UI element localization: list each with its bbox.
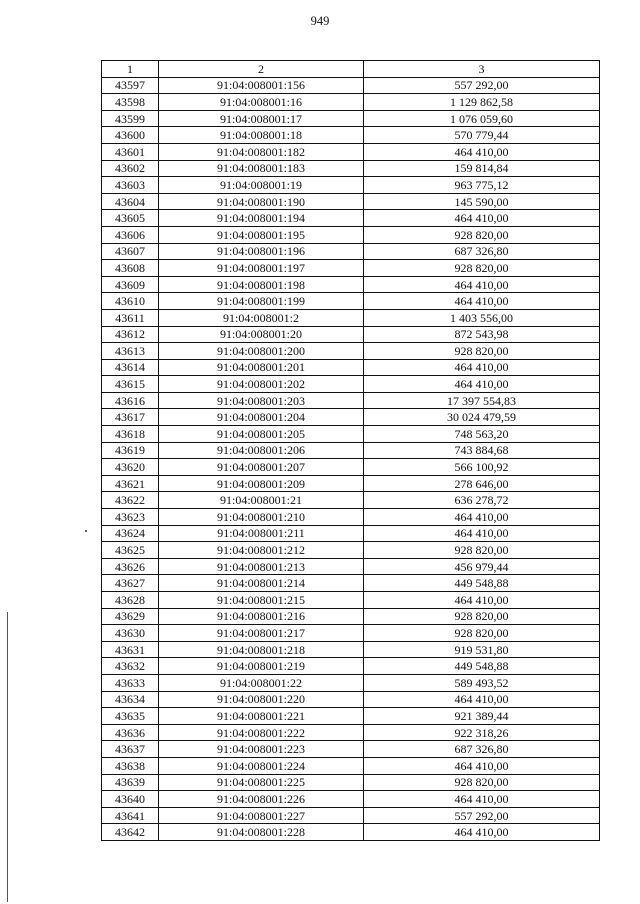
cadastral-id-cell: 91:04:008001:221 — [159, 708, 364, 725]
row-number-cell: 43616 — [102, 392, 159, 409]
table-row — [102, 210, 600, 227]
row-number-cell: 43640 — [102, 791, 159, 808]
value-cell: 922 318,26 — [364, 724, 600, 741]
cadastral-id-cell: 91:04:008001:216 — [159, 608, 364, 625]
table-row — [102, 757, 600, 774]
row-number-cell: 43597 — [102, 77, 159, 94]
value-cell: 557 292,00 — [364, 77, 600, 94]
cadastral-id-cell: 91:04:008001:227 — [159, 807, 364, 824]
value-cell: 743 884,68 — [364, 442, 600, 459]
table-row — [102, 509, 600, 526]
value-cell: 449 548,88 — [364, 658, 600, 675]
value-cell: 464 410,00 — [364, 757, 600, 774]
cadastral-id-cell: 91:04:008001:198 — [159, 276, 364, 293]
table-row — [102, 691, 600, 708]
cadastral-id-cell: 91:04:008001:200 — [159, 343, 364, 360]
row-number-cell: 43620 — [102, 459, 159, 476]
value-cell: 464 410,00 — [364, 509, 600, 526]
cadastral-id-cell: 91:04:008001:195 — [159, 226, 364, 243]
value-cell: 557 292,00 — [364, 807, 600, 824]
cadastral-id-cell: 91:04:008001:203 — [159, 392, 364, 409]
row-number-cell: 43609 — [102, 276, 159, 293]
row-number-cell: 43608 — [102, 260, 159, 277]
column-header-value: 3 — [364, 61, 600, 78]
row-number-cell: 43639 — [102, 774, 159, 791]
cadastral-id-cell: 91:04:008001:16 — [159, 94, 364, 111]
table-row — [102, 741, 600, 758]
table-row — [102, 724, 600, 741]
cadastral-id-cell: 91:04:008001:213 — [159, 558, 364, 575]
value-cell: 636 278,72 — [364, 492, 600, 509]
table-row — [102, 309, 600, 326]
cadastral-id-cell: 91:04:008001:212 — [159, 542, 364, 559]
table-row — [102, 359, 600, 376]
table-row — [102, 475, 600, 492]
row-number-cell: 43635 — [102, 708, 159, 725]
value-cell: 928 820,00 — [364, 542, 600, 559]
cadastral-id-cell: 91:04:008001:17 — [159, 110, 364, 127]
value-cell: 464 410,00 — [364, 791, 600, 808]
row-number-cell: 43633 — [102, 674, 159, 691]
table-row — [102, 625, 600, 642]
row-number-cell: 43619 — [102, 442, 159, 459]
row-number-cell: 43615 — [102, 376, 159, 393]
table-row — [102, 77, 600, 94]
cadastral-id-cell: 91:04:008001:224 — [159, 757, 364, 774]
column-header-cadastral-id: 2 — [159, 61, 364, 78]
row-number-cell: 43628 — [102, 592, 159, 609]
cadastral-id-cell: 91:04:008001:201 — [159, 359, 364, 376]
value-cell: 919 531,80 — [364, 641, 600, 658]
value-cell: 589 493,52 — [364, 674, 600, 691]
table-row — [102, 160, 600, 177]
row-number-cell: 43627 — [102, 575, 159, 592]
value-cell: 464 410,00 — [364, 376, 600, 393]
cadastral-id-cell: 91:04:008001:214 — [159, 575, 364, 592]
cadastral-id-cell: 91:04:008001:206 — [159, 442, 364, 459]
table-row — [102, 343, 600, 360]
row-number-cell: 43598 — [102, 94, 159, 111]
row-number-cell: 43621 — [102, 475, 159, 492]
value-cell: 748 563,20 — [364, 426, 600, 443]
cadastral-id-cell: 91:04:008001:225 — [159, 774, 364, 791]
cadastral-id-cell: 91:04:008001:20 — [159, 326, 364, 343]
cadastral-id-cell: 91:04:008001:211 — [159, 525, 364, 542]
cadastral-id-cell: 91:04:008001:223 — [159, 741, 364, 758]
row-number-cell: 43603 — [102, 177, 159, 194]
row-number-cell: 43605 — [102, 210, 159, 227]
row-number-cell: 43610 — [102, 293, 159, 310]
table-row — [102, 426, 600, 443]
value-cell: 449 548,88 — [364, 575, 600, 592]
value-cell: 30 024 479,59 — [364, 409, 600, 426]
table-row — [102, 442, 600, 459]
value-cell: 464 410,00 — [364, 592, 600, 609]
value-cell: 1 129 862,58 — [364, 94, 600, 111]
cadastral-id-cell: 91:04:008001:196 — [159, 243, 364, 260]
table-row — [102, 459, 600, 476]
table-row — [102, 791, 600, 808]
table-row — [102, 392, 600, 409]
row-number-cell: 43629 — [102, 608, 159, 625]
cadastral-id-cell: 91:04:008001:183 — [159, 160, 364, 177]
cadastral-id-cell: 91:04:008001:217 — [159, 625, 364, 642]
row-number-cell: 43602 — [102, 160, 159, 177]
value-cell: 464 410,00 — [364, 276, 600, 293]
table-row — [102, 293, 600, 310]
row-number-cell: 43626 — [102, 558, 159, 575]
value-cell: 464 410,00 — [364, 143, 600, 160]
value-cell: 928 820,00 — [364, 226, 600, 243]
value-cell: 456 979,44 — [364, 558, 600, 575]
cadastral-id-cell: 91:04:008001:204 — [159, 409, 364, 426]
row-number-cell: 43614 — [102, 359, 159, 376]
table-body — [102, 77, 600, 840]
cadastral-id-cell: 91:04:008001:2 — [159, 309, 364, 326]
cadastral-id-cell: 91:04:008001:226 — [159, 791, 364, 808]
row-number-cell: 43606 — [102, 226, 159, 243]
column-header-number: 1 — [102, 61, 159, 78]
value-cell: 1 076 059,60 — [364, 110, 600, 127]
row-number-cell: 43607 — [102, 243, 159, 260]
value-cell: 963 775,12 — [364, 177, 600, 194]
row-number-cell: 43604 — [102, 193, 159, 210]
value-cell: 145 590,00 — [364, 193, 600, 210]
row-number-cell: 43641 — [102, 807, 159, 824]
value-cell: 928 820,00 — [364, 774, 600, 791]
table-row — [102, 276, 600, 293]
value-cell: 687 326,80 — [364, 741, 600, 758]
table-row — [102, 193, 600, 210]
table-row — [102, 575, 600, 592]
table-row — [102, 542, 600, 559]
table-row — [102, 658, 600, 675]
value-cell: 687 326,80 — [364, 243, 600, 260]
row-number-cell: 43623 — [102, 509, 159, 526]
cadastral-id-cell: 91:04:008001:220 — [159, 691, 364, 708]
row-number-cell: 43638 — [102, 757, 159, 774]
row-number-cell: 43637 — [102, 741, 159, 758]
table-row — [102, 558, 600, 575]
margin-line — [7, 612, 8, 902]
table-row — [102, 525, 600, 542]
row-number-cell: 43636 — [102, 724, 159, 741]
cadastral-id-cell: 91:04:008001:19 — [159, 177, 364, 194]
table-row — [102, 409, 600, 426]
value-cell: 464 410,00 — [364, 691, 600, 708]
cadastral-id-cell: 91:04:008001:228 — [159, 824, 364, 841]
cadastral-id-cell: 91:04:008001:205 — [159, 426, 364, 443]
table-row — [102, 177, 600, 194]
value-cell: 928 820,00 — [364, 608, 600, 625]
cadastral-id-cell: 91:04:008001:210 — [159, 509, 364, 526]
cadastral-id-cell: 91:04:008001:209 — [159, 475, 364, 492]
row-number-cell: 43618 — [102, 426, 159, 443]
cadastral-id-cell: 91:04:008001:156 — [159, 77, 364, 94]
scan-speck — [85, 530, 87, 532]
value-cell: 278 646,00 — [364, 475, 600, 492]
row-number-cell: 43632 — [102, 658, 159, 675]
table-row — [102, 326, 600, 343]
value-cell: 570 779,44 — [364, 127, 600, 144]
value-cell: 464 410,00 — [364, 824, 600, 841]
row-number-cell: 43634 — [102, 691, 159, 708]
value-cell: 928 820,00 — [364, 625, 600, 642]
row-number-cell: 43642 — [102, 824, 159, 841]
table-row — [102, 226, 600, 243]
row-number-cell: 43599 — [102, 110, 159, 127]
table-row — [102, 376, 600, 393]
row-number-cell: 43613 — [102, 343, 159, 360]
table-row — [102, 260, 600, 277]
cadastral-id-cell: 91:04:008001:218 — [159, 641, 364, 658]
table-row — [102, 492, 600, 509]
value-cell: 1 403 556,00 — [364, 309, 600, 326]
row-number-cell: 43612 — [102, 326, 159, 343]
value-cell: 464 410,00 — [364, 359, 600, 376]
row-number-cell: 43617 — [102, 409, 159, 426]
table-row — [102, 824, 600, 841]
value-cell: 159 814,84 — [364, 160, 600, 177]
value-cell: 928 820,00 — [364, 260, 600, 277]
cadastral-id-cell: 91:04:008001:22 — [159, 674, 364, 691]
row-number-cell: 43624 — [102, 525, 159, 542]
cadastral-id-cell: 91:04:008001:197 — [159, 260, 364, 277]
table-row — [102, 94, 600, 111]
row-number-cell: 43601 — [102, 143, 159, 160]
table-row — [102, 807, 600, 824]
table-row — [102, 674, 600, 691]
row-number-cell: 43630 — [102, 625, 159, 642]
value-cell: 921 389,44 — [364, 708, 600, 725]
cadastral-value-table — [101, 60, 600, 841]
row-number-cell: 43631 — [102, 641, 159, 658]
cadastral-id-cell: 91:04:008001:207 — [159, 459, 364, 476]
table-row — [102, 641, 600, 658]
value-cell: 566 100,92 — [364, 459, 600, 476]
row-number-cell: 43625 — [102, 542, 159, 559]
table-row — [102, 143, 600, 160]
table-row — [102, 110, 600, 127]
table-row — [102, 708, 600, 725]
cadastral-id-cell: 91:04:008001:182 — [159, 143, 364, 160]
cadastral-id-cell: 91:04:008001:190 — [159, 193, 364, 210]
table-row — [102, 127, 600, 144]
value-cell: 464 410,00 — [364, 525, 600, 542]
row-number-cell: 43622 — [102, 492, 159, 509]
cadastral-id-cell: 91:04:008001:222 — [159, 724, 364, 741]
table-header-row — [102, 61, 600, 78]
table-row — [102, 592, 600, 609]
cadastral-id-cell: 91:04:008001:219 — [159, 658, 364, 675]
cadastral-id-cell: 91:04:008001:202 — [159, 376, 364, 393]
value-cell: 464 410,00 — [364, 293, 600, 310]
row-number-cell: 43611 — [102, 309, 159, 326]
value-cell: 464 410,00 — [364, 210, 600, 227]
cadastral-id-cell: 91:04:008001:21 — [159, 492, 364, 509]
cadastral-id-cell: 91:04:008001:215 — [159, 592, 364, 609]
cadastral-id-cell: 91:04:008001:18 — [159, 127, 364, 144]
value-cell: 872 543,98 — [364, 326, 600, 343]
table-row — [102, 774, 600, 791]
table-row — [102, 243, 600, 260]
cadastral-id-cell: 91:04:008001:194 — [159, 210, 364, 227]
row-number-cell: 43600 — [102, 127, 159, 144]
table-row — [102, 608, 600, 625]
cadastral-id-cell: 91:04:008001:199 — [159, 293, 364, 310]
value-cell: 17 397 554,83 — [364, 392, 600, 409]
page-number: 949 — [310, 14, 330, 28]
value-cell: 928 820,00 — [364, 343, 600, 360]
